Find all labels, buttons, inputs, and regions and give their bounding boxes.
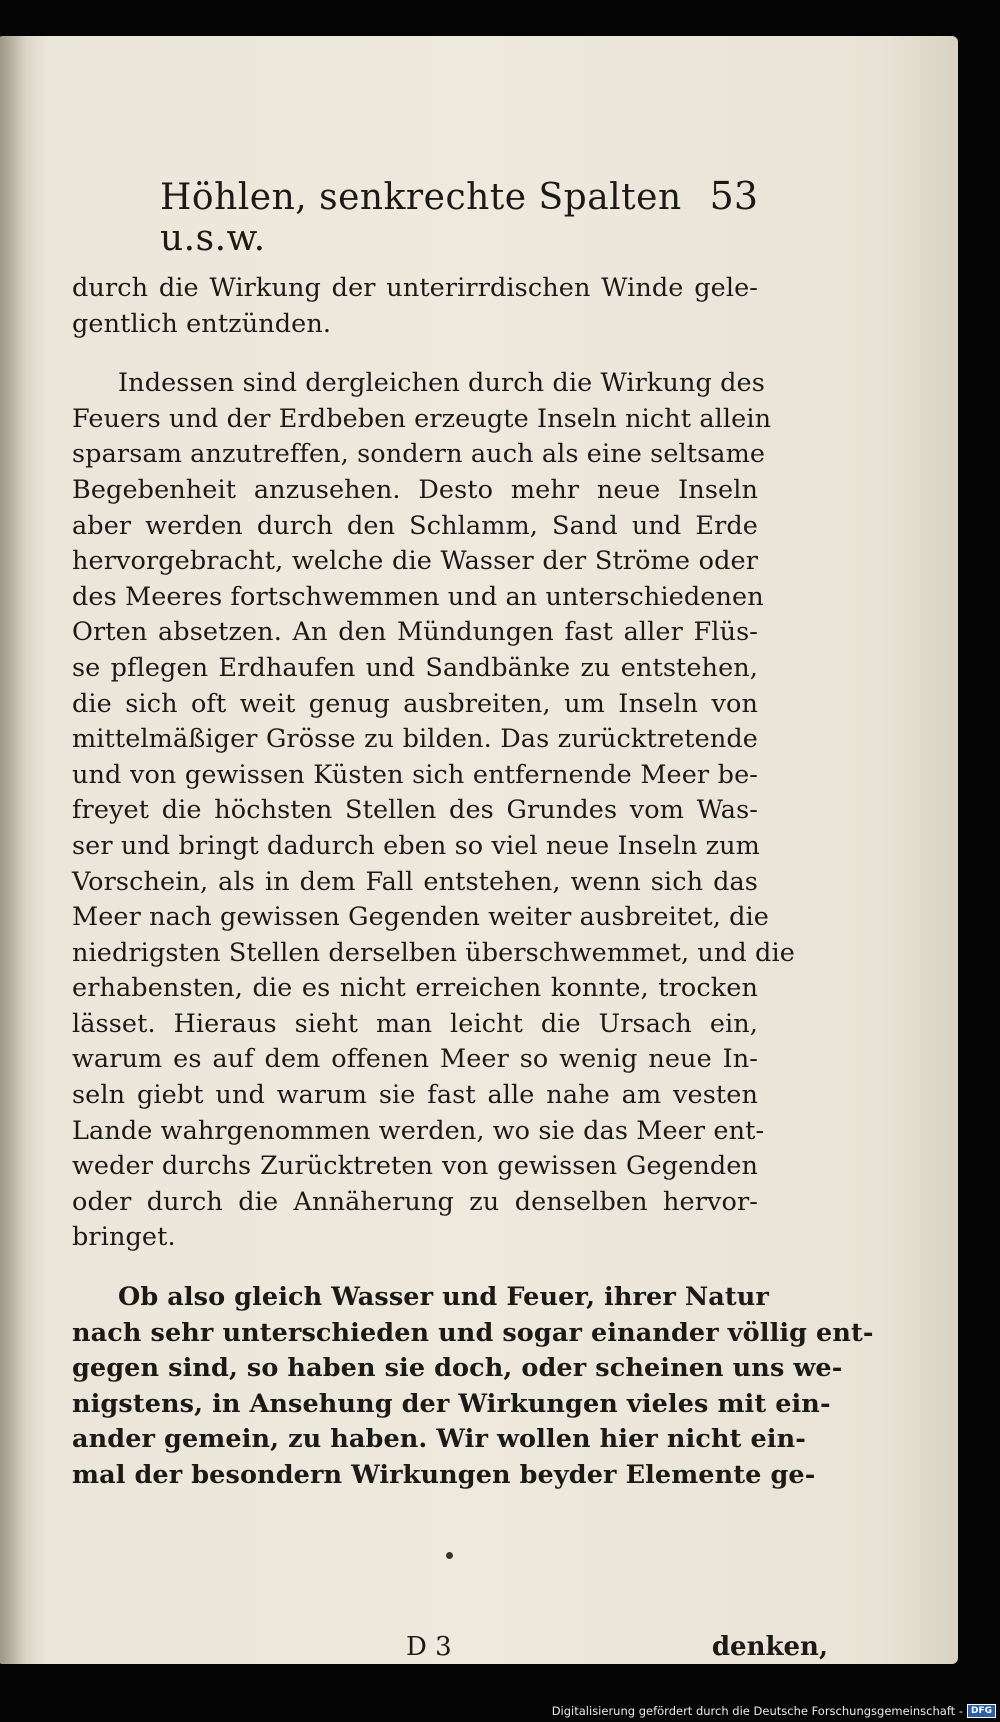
text-line: mal der besondern Wirkungen beyder Elemente ge- [72,1460,816,1490]
text-line: Orten absetzen. An den Mündungen fast aller Flüs- [72,617,758,648]
paragraph-3 [72,1280,874,1494]
text-line: ser und bringt dadurch eben so viel neue Inseln zum [72,830,760,861]
paragraph-2 [72,366,795,1256]
text-line: Lande wahrgenommen werden, wo sie das Meer ent- [72,1115,765,1146]
text-line: aber werden durch den Schlamm, Sand und Erde [72,510,758,541]
page-number: 53 [709,174,758,218]
text-line: gentlich entzünden. [72,308,332,339]
page-footer [72,1632,828,1672]
text-line: lässet. Hieraus sieht man leicht die Ursach ein, [72,1008,758,1039]
catchword: denken, [711,1632,828,1662]
text-block [72,174,874,1662]
text-line: freyet die höchsten Stellen des Grundes vom Was- [72,795,758,826]
page-gutter-shadow [0,36,26,1664]
text-line: oder durch die Annäherung zu denselben hervor- [72,1186,758,1217]
text-line: gegen sind, so haben sie doch, oder scheinen uns we- [72,1353,843,1384]
text-line: hervorgebracht, welche die Wasser der Ströme oder [72,546,758,577]
book-page [0,36,958,1664]
text-line: nach sehr unterschieden und sogar einander völlig ent- [72,1317,874,1348]
text-line: Meer nach gewissen Gegenden weiter ausbreitet, die [72,902,769,933]
text-line: Indessen sind dergleichen durch die Wirkung des [118,368,765,399]
text-line: nigstens, in Ansehung der Wirkungen vieles mit ein- [72,1388,831,1419]
text-line: se pflegen Erdhaufen und Sandbänke zu entstehen, [72,652,758,683]
text-line: ander gemein, zu haben. Wir wollen hier nicht ein- [72,1424,806,1455]
paragraph-1 [72,271,758,342]
signature-mark: D 3 [406,1632,452,1662]
text-line: niedrigsten Stellen derselben überschwemmet, und die [72,937,795,968]
text-line: weder durchs Zurücktreten von gewissen Gegenden [72,1151,758,1182]
text-line: bringet. [72,1222,176,1253]
text-line: warum es auf dem offenen Meer so wenig neue In- [72,1044,758,1075]
text-line: Ob also gleich Wasser und Feuer, ihrer Natur [118,1282,769,1313]
text-line: und von gewissen Küsten sich entfernende Meer be- [72,759,758,790]
text-line: des Meeres fortschwemmen und an unterschiedenen [72,581,764,612]
text-line: Feuers und der Erdbeben erzeugte Inseln nicht allein [72,403,772,434]
text-line: durch die Wirkung der unterirrdischen Winde gele- [72,273,758,303]
dfg-logo: DFG [967,1704,996,1718]
text-line: erhabensten, die es nicht erreichen konnte, trocken [72,973,758,1004]
running-header [72,174,758,259]
running-title: Höhlen, senkrechte Spalten u.s.w. [160,177,682,259]
text-line: mittelmäßiger Grösse zu bilden. Das zurücktretende [72,724,758,755]
text-line: seln giebt und warum sie fast alle nahe am vesten [72,1080,758,1111]
ink-dot [446,1552,453,1559]
text-line: Begebenheit anzusehen. Desto mehr neue Inseln [72,474,758,505]
text-line: Vorschein, als in dem Fall entstehen, wenn sich das [72,866,758,897]
text-line: die sich oft weit genug ausbreiten, um Inseln von [72,688,758,719]
digitization-credit [552,1704,996,1718]
text-line: sparsam anzutreffen, sondern auch als eine seltsame [72,439,766,470]
credit-text: Digitalisierung gefördert durch die Deutsche Forschungsgemeinschaft - [551,1704,963,1718]
